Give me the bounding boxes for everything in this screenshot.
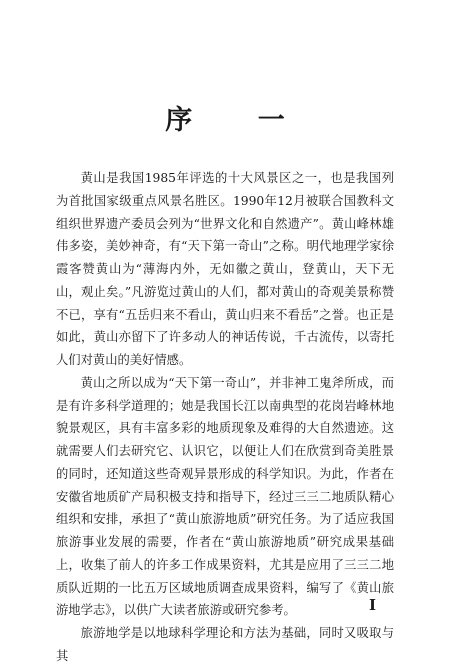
body-text [56,167,394,668]
page-number: I [369,596,377,614]
paragraph-2: 黄山之所以成为“天下第一奇山”，并非神工鬼斧所成，而是有许多科学道理的；她是我国长江以南典型的花岗岩峰林地貌景观区，具有丰富多彩的地质现象及难得的大自然遗迹。这就需要人们去研究它、认识它，以便让人们在欣赏到奇美胜景的同时，还知道这些奇观异景形成的科学知识。为此，作者在安徽省地质矿产局积极支持和指导下，经过三三二地质队精心组织和安排，承担了“黄山旅游地质”研究任务。为了适应我国旅游事业发展的需要，作者在“黄山旅游地质”研究成果基础上，收集了前人的许多工作成果资料，尤其是应用了三三二地质队近期的一比五万区域地质调查成果资料，编写了《黄山旅游地学志》，以供广大读者旅游或研究参考。 [56,375,394,618]
page-title: 序 一 [165,105,313,136]
paragraph-3: 旅游地学是以地球科学理论和方法为基础，同时又吸取与其 [56,626,394,663]
paragraph-1: 黄山是我国1985年评选的十大风景区之一，也是我国列为首批国家级重点风景名胜区。1990年12月被联合国教科文组织世界遗产委员会列为“世界文化和自然遗产”。黄山峰林雄伟多姿，美妙神奇，有“天下第一奇山”之称。明代地理学家徐霞客赞黄山为“薄海内外，无如徽之黄山，登黄山，天下无山，观止矣。”凡游览过黄山的人们，都对黄山的奇观美景称赞不已，享有“五岳归来不看山，黄山归来不看岳”之誉。也正是如此，黄山亦留下了许多动人的神话传说，千古流传，以寄托人们对黄山的美好情感。 [56,171,394,367]
